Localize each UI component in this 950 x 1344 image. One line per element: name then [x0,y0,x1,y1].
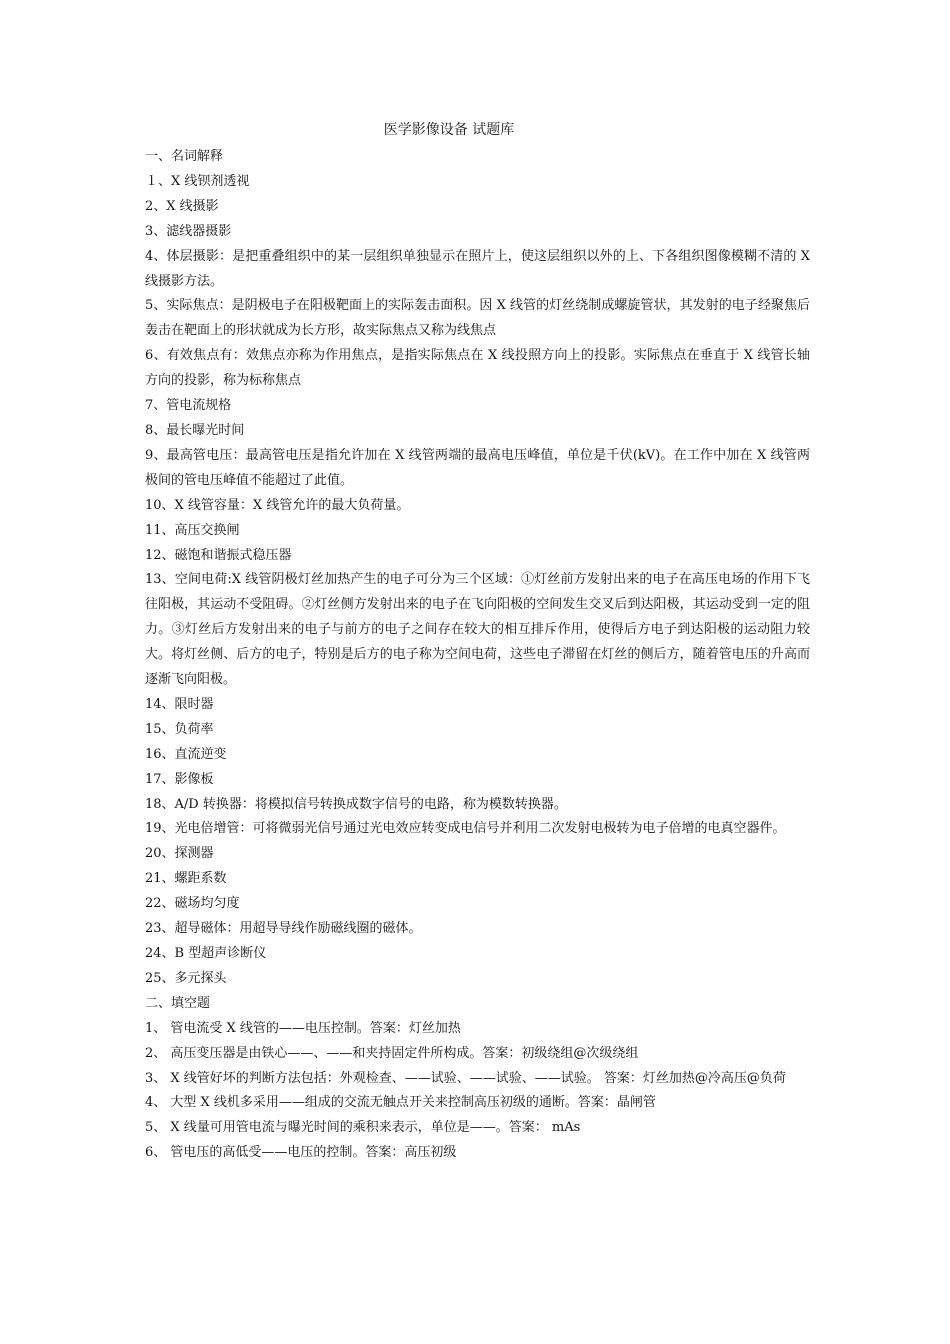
list-item: 25、多元探头 [145,970,227,986]
list-item: 13、空间电荷:X 线管阴极灯丝加热产生的电子可分为三个区域：①灯丝前方发射出来的电子在高压电场的作用下飞往阳极，其运动不受阻碍。②灯丝侧方发射出来的电子在飞向阳极的空间发生交叉后到达阳极，其运动受到一定的阻力。③灯丝后方发射出来的电子与前方的电子之间存在较大的相互排斥作用，使得后方电子到达阳极的运动阻力较大。将灯丝侧、后方的电子，特别是后方的电子称为空间电荷，这些电子滞留在灯丝的侧后方，随着管电压的升高而逐渐飞向阳极。 [145,572,810,688]
list-item: 3、 X 线管好坏的判断方法包括：外观检查、——试验、——试验、——试验。 答案：灯丝加热@冷高压@负荷 [145,1070,786,1086]
list-item: 5、实际焦点：是阴极电子在阳极靶面上的实际轰击面积。因 X 线管的灯丝绕制成螺旋管状，其发射的电子经聚焦后轰击在靶面上的形状就成为长方形，故实际焦点又称为线焦点 [145,298,810,339]
list-item: 24、B 型超声诊断仪 [145,946,267,961]
list-item: 11、高压交换闸 [145,522,240,538]
list-item: 7、管电流规格 [145,398,232,414]
list-item: 15、负荷率 [145,721,214,737]
list-item: 5、 X 线量可用管电流与曝光时间的乘积来表示，单位是——。答案： mAs [145,1120,581,1136]
list-item: 21、螺距系数 [145,871,227,887]
list-item: 4、体层摄影：是把重叠组织中的某一层组织单独显示在照片上，使这层组织以外的上、下各组织图像模糊不清的 X 线摄影方法。 [145,248,810,289]
list-item: 22、磁场均匀度 [145,896,240,912]
list-item: 19、光电倍增管：可将微弱光信号通过光电效应转变成电信号并利用二次发射电极转为电子倍增的电真空器件。 [145,821,786,837]
document-title: 医学影像设备 试题库 [383,122,515,138]
list-item: １、X 线钡剂透视 [145,173,250,189]
list-item: 6、有效焦点有：效焦点亦称为作用焦点，是指实际焦点在 X 线投照方向上的投影。实际焦点在垂直于 X 线管长轴方向的投影，称为标称焦点 [145,348,810,389]
list-item: 12、磁饱和谐振式稳压器 [145,547,292,563]
list-item: 6、 管电压的高低受——电压的控制。答案：高压初级 [145,1145,457,1161]
list-item: 20、探测器 [145,846,214,862]
list-item: 10、X 线管容量：X 线管允许的最大负荷量。 [145,497,410,513]
section-heading: 二、填空题 [145,995,211,1011]
list-item: 2、X 线摄影 [145,198,219,214]
list-item: 16、直流逆变 [145,746,227,762]
section-heading: 一、名词解释 [145,149,224,164]
list-item: 4、 大型 X 线机多采用——组成的交流无触点开关来控制高压初级的通断。答案：晶闸管 [145,1095,656,1111]
document-body [145,145,810,1166]
list-item: 9、最高管电压：最高管电压是指允许加在 X 线管两端的最高电压峰值，单位是千伏(kV)。在工作中加在 X 线管两极间的管电压峰值不能超过了此值。 [145,447,810,488]
list-item: 18、A/D 转换器：将模拟信号转换成数字信号的电路，称为模数转换器。 [145,796,567,812]
list-item: 23、超导磁体：用超导导线作励磁线圈的磁体。 [145,921,422,937]
list-item: 2、 高压变压器是由铁心——、——和夹持固定件所构成。答案：初级绕组@次级绕组 [145,1045,639,1061]
list-item: 17、影像板 [145,771,214,787]
list-item: 8、最长曝光时间 [145,422,245,438]
list-item: 14、限时器 [145,696,214,712]
list-item: 3、滤线器摄影 [145,223,232,239]
list-item: 1、 管电流受 X 线管的——电压控制。答案：灯丝加热 [145,1020,461,1036]
